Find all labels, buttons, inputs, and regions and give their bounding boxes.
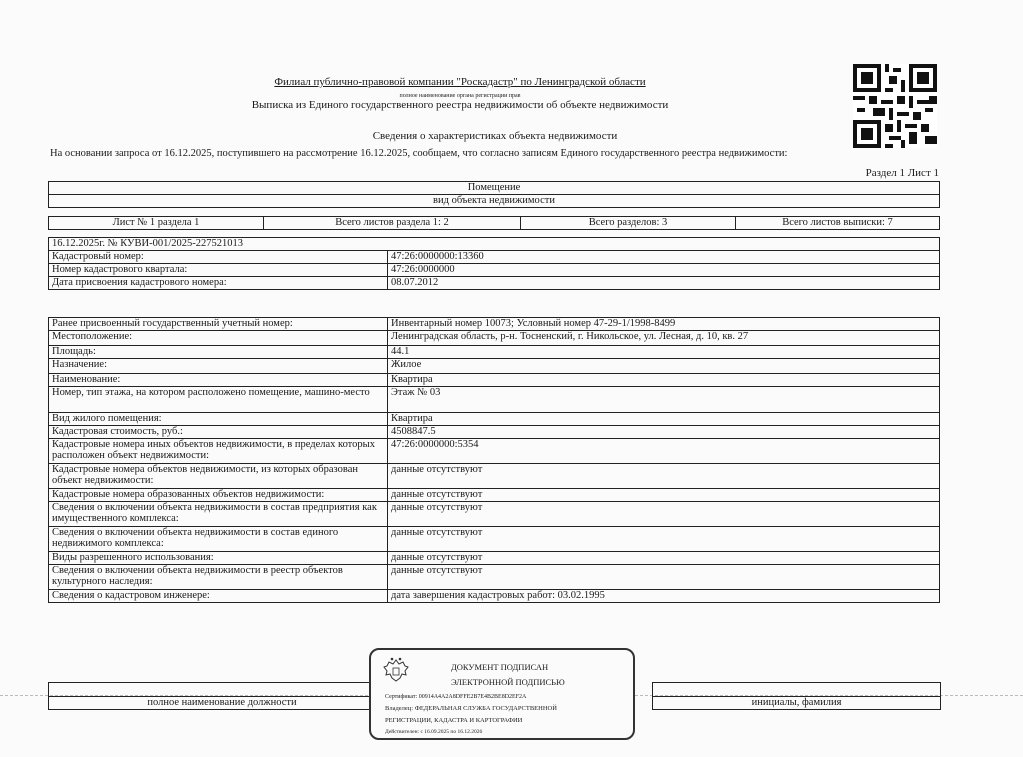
row-value: данные отсутствуют — [388, 464, 940, 489]
stamp-title-1: ДОКУМЕНТ ПОДПИСАН — [451, 662, 549, 672]
row-label: Сведения о включении объекта недвижимости в состав предприятия как имущественного комплекса: — [49, 502, 388, 527]
table-row — [49, 264, 940, 277]
stamp-validity: Действителен: с 16.09.2025 по 16.12.2026 — [385, 729, 483, 735]
row-value: данные отсутствуют — [388, 502, 940, 527]
table-row — [49, 277, 940, 290]
table-row — [49, 251, 940, 264]
position-caption: полное наименование должности — [49, 697, 396, 710]
record-number: 16.12.2025г. № КУВИ-001/2025-227521013 — [49, 238, 940, 251]
row-label: Сведения о кадастровом инженере: — [49, 590, 388, 603]
object-type: Помещение — [49, 182, 940, 195]
row-label: Вид жилого помещения: — [49, 413, 388, 426]
table-row — [49, 552, 940, 565]
table-row — [49, 374, 940, 387]
stamp-owner-2: РЕГИСТРАЦИИ, КАДАСТРА И КАРТОГРАФИИ — [385, 717, 523, 724]
row-label: Кадастровые номера иных объектов недвижимости, в пределах которых расположен объект недвижимости: — [49, 439, 388, 464]
table-row — [49, 502, 940, 527]
table-row — [49, 527, 940, 552]
name-caption: инициалы, фамилия — [653, 697, 941, 710]
table-row — [49, 489, 940, 502]
cadastral-quarter: 47:26:0000000 — [388, 264, 940, 277]
row-value: Жилое — [388, 359, 940, 374]
assignment-date: 08.07.2012 — [388, 277, 940, 290]
document-title: Выписка из Единого государственного реестра недвижимости об объекте недвижимости — [251, 99, 669, 111]
table-row — [49, 359, 940, 374]
sections-total: Всего разделов: 3 — [521, 217, 736, 230]
row-label: Номер, тип этажа, на котором расположено помещение, машино-место — [49, 387, 388, 413]
table-row — [49, 331, 940, 346]
section-label: Раздел 1 Лист 1 — [865, 167, 939, 179]
identifiers-table — [48, 237, 940, 290]
parent-object-value: 47:26:0000000:5354 — [388, 439, 940, 464]
sheets-in-section: Всего листов раздела 1: 2 — [264, 217, 521, 230]
properties-table — [48, 317, 940, 603]
row-label: Наименование: — [49, 374, 388, 387]
row-label: Сведения о включении объекта недвижимости в состав единого недвижимого комплекса: — [49, 527, 388, 552]
row-value: Квартира — [388, 413, 940, 426]
stamp-title-2: ЭЛЕКТРОННОЙ ПОДПИСЬЮ — [451, 677, 565, 687]
request-basis: На основании запроса от 16.12.2025, поступившего на рассмотрение 16.12.2025, сообщаем, что согласно записям Единого государственного реестра недвижимости: — [50, 148, 788, 159]
engineer-value: дата завершения кадастровых работ: 03.02.1995 — [388, 590, 940, 603]
area-value: 44.1 — [388, 346, 940, 359]
table-row — [49, 439, 940, 464]
row-value: данные отсутствуют — [388, 552, 940, 565]
org-name: Филиал публично-правовой компании "Роскадастр" по Ленинградской области — [274, 76, 646, 88]
cadastral-number: 47:26:0000000:13360 — [388, 251, 940, 264]
row-label: Назначение: — [49, 359, 388, 374]
row-label: Дата присвоения кадастрового номера: — [49, 277, 388, 290]
row-value: данные отсутствуют — [388, 527, 940, 552]
object-type-caption: вид объекта недвижимости — [49, 195, 940, 208]
stamp-certificate: Сертификат: 00914A4A2A8DFFE2B7E4B2BE8D2EF2A — [385, 694, 527, 700]
row-label: Номер кадастрового квартала: — [49, 264, 388, 277]
location-value: Ленинградская область, р-н. Тосненский, г. Никольское, ул. Лесная, д. 10, кв. 27 — [388, 331, 940, 346]
table-row — [49, 387, 940, 413]
row-label: Сведения о включении объекта недвижимости в реестр объектов культурного наследия: — [49, 565, 388, 590]
eagle-emblem-icon — [381, 656, 411, 686]
row-value: данные отсутствуют — [388, 565, 940, 590]
table-row — [49, 464, 940, 489]
row-label: Площадь: — [49, 346, 388, 359]
stamp-owner: Владелец: ФЕДЕРАЛЬНАЯ СЛУЖБА ГОСУДАРСТВЕННОЙ — [385, 705, 557, 712]
row-value: Квартира — [388, 374, 940, 387]
table-row — [49, 413, 940, 426]
table-row — [49, 318, 940, 331]
row-label: Кадастровый номер: — [49, 251, 388, 264]
object-type-table — [48, 181, 940, 208]
table-row — [49, 426, 940, 439]
sheet-number: Лист № 1 раздела 1 — [49, 217, 264, 230]
floor-value: Этаж № 03 — [388, 387, 940, 413]
row-value: Инвентарный номер 10073; Условный номер 47-29-1/1998-8499 — [388, 318, 940, 331]
row-label: Виды разрешенного использования: — [49, 552, 388, 565]
row-label: Местоположение: — [49, 331, 388, 346]
row-value: данные отсутствуют — [388, 489, 940, 502]
row-label: Кадастровые номера образованных объектов недвижимости: — [49, 489, 388, 502]
row-label: Ранее присвоенный государственный учетный номер: — [49, 318, 388, 331]
table-row — [49, 346, 940, 359]
qr-code-icon — [853, 64, 937, 148]
org-caption: полное наименование органа регистрации прав — [399, 93, 521, 99]
row-label: Кадастровые номера объектов недвижимости, из которых образован объект недвижимости: — [49, 464, 388, 489]
cadastral-value: 4508847.5 — [388, 426, 940, 439]
document-subtitle: Сведения о характеристиках объекта недвижимости — [372, 130, 618, 142]
sheets-table — [48, 216, 940, 230]
table-row — [49, 590, 940, 603]
e-signature-stamp — [369, 648, 635, 740]
row-label: Кадастровая стоимость, руб.: — [49, 426, 388, 439]
sheets-total: Всего листов выписки: 7 — [736, 217, 940, 230]
table-row — [49, 565, 940, 590]
